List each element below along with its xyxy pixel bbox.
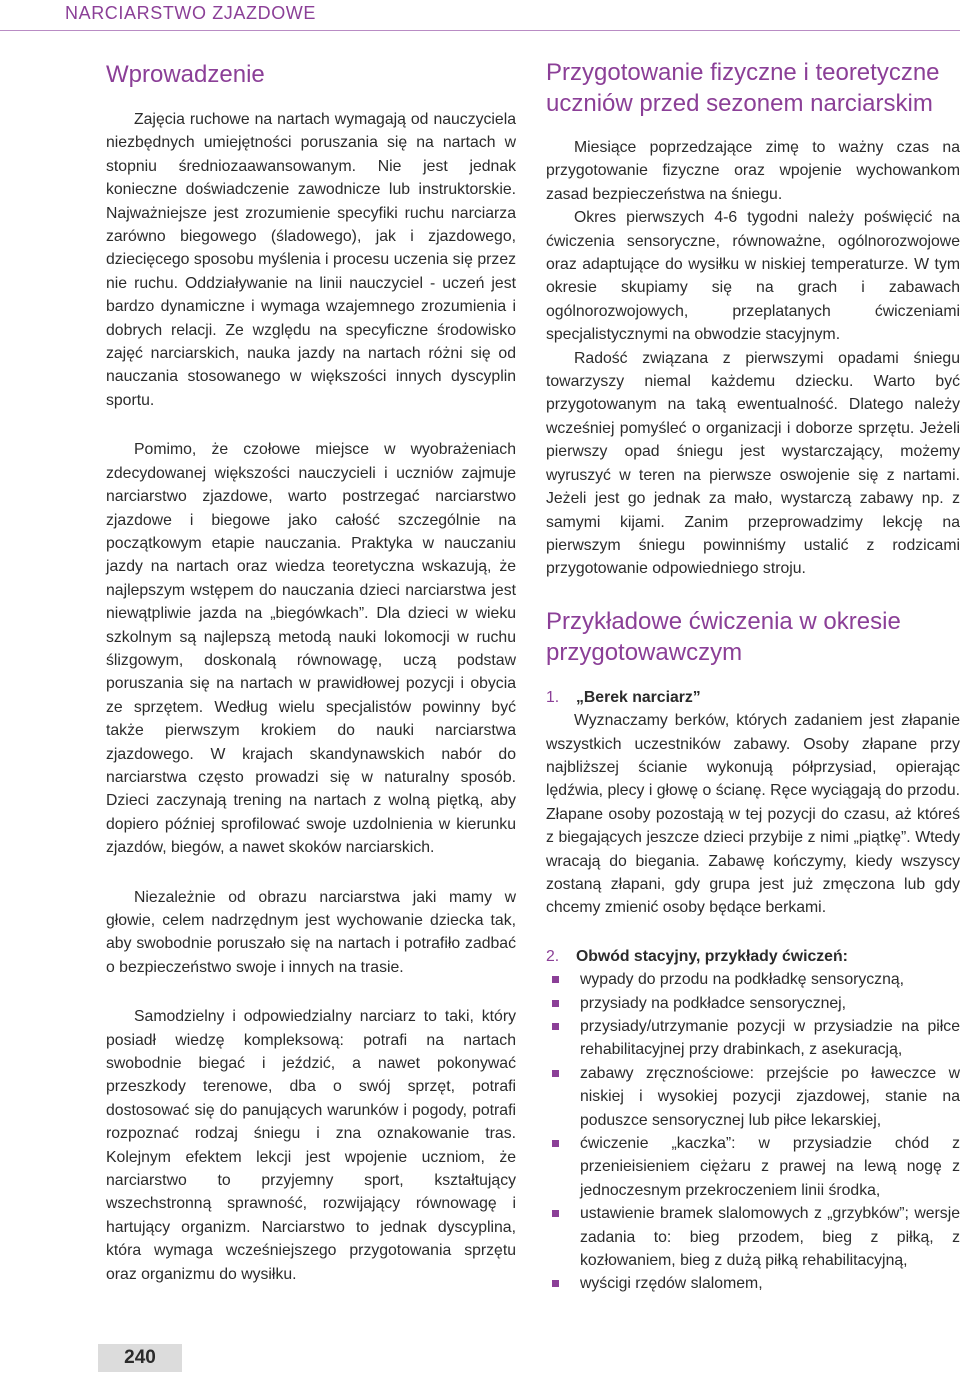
intro-paragraph-3: Niezależnie od obrazu narciarstwa jaki mamy w głowie, celem nadrzędnym jest wychowanie dziecka tak, aby swobodnie poruszało się na nartach i potrafiło zadbać o bezpieczeństwo swoje i innych na trasie. (106, 888, 516, 976)
intro-paragraph-1: Zajęcia ruchowe na nartach wymagają od nauczyciela niezbędnych umiejętności poruszania się na nartach w stopniu średniozaawansowanym. Nie jest jednak konieczne doświadczenie zawodnicze lub instruktorskie. Najważniejsze jest zrozumienie specyfiki ruchu narciarza zarówno biegowego (śladowego), jak i zjazdowego, dziecięcego sposobu myślenia i procesu uczenia się przez nie ruchu. Oddziaływanie na linii nauczyciel - uczeń jest bardzo dynamiczne i wymaga wzajemnego zrozumienia i dobrych relacji. Ze względu na specyficzne środowisko zajęć narciarskich, nauka jazdy na nartach różni się od nauczania stosowanego w większości innych dyscyplin sportu. (106, 111, 516, 409)
list-item (552, 1272, 960, 1295)
square-bullet-icon (552, 976, 559, 983)
exercise-1-number: 1. (546, 688, 560, 706)
square-bullet-icon (552, 1280, 559, 1287)
square-bullet-icon (552, 1140, 559, 1147)
list-item-text: przysiady/utrzymanie pozycji w przysiadzie na piłce rehabilitacyjnej przy drabinkach, z asekuracją, (580, 1018, 960, 1059)
exercise-1-title: „Berek narciarz” (576, 688, 701, 706)
exercise-2 (546, 945, 960, 1296)
list-item (552, 1132, 960, 1202)
prep-paragraph-1: Miesiące poprzedzające zimę to ważny czas na przygotowanie fizyczne oraz wpojenie wychowankom zasad bezpieczeństwa na śniegu. (546, 139, 960, 203)
prep-paragraph-2: Okres pierwszych 4-6 tygodni należy poświęcić na ćwiczenia sensoryczne, równoważne, ogólnorozwojowe oraz adaptujące do wysiłku w niskiej temperaturze. W tym okresie skupiamy się na grach i zabawach ogólnorozwojowych, przeplatanych ćwiczeniami specjalistycznymi na obwodzie stacyjnym. (546, 209, 960, 344)
list-item-text: przysiady na podkładce sensorycznej, (580, 994, 847, 1012)
header-rule (0, 30, 960, 31)
exercise-2-number: 2. (546, 947, 560, 965)
list-item-text: wyścigi rzędów slalomem, (580, 1275, 763, 1293)
square-bullet-icon (552, 1023, 559, 1030)
square-bullet-icon (552, 1210, 559, 1217)
right-column (546, 50, 960, 1296)
running-title: NARCIARSTWO ZJAZDOWE (65, 3, 316, 23)
intro-heading: Wprowadzenie (106, 61, 265, 88)
exercise-2-list (546, 968, 960, 1296)
prep-heading: Przygotowanie fizyczne i teoretyczne uczniów przed sezonem narciarskim (546, 59, 940, 117)
exercise-2-header (546, 945, 960, 968)
list-item (552, 1015, 960, 1062)
list-item (552, 968, 960, 991)
list-item-text: ustawienie bramek slalomowych z „grzybków”; wersje zadania to: bieg przodem, bieg z piłką, z kozłowaniem, bieg z dużą piłką rehabilitacyjną, (580, 1205, 960, 1270)
list-item (552, 1202, 960, 1272)
list-item (552, 992, 960, 1015)
left-column (106, 50, 516, 1286)
square-bullet-icon (552, 1000, 559, 1007)
list-item (552, 1062, 960, 1132)
list-item-text: ćwiczenie „kaczka”: w przysiadzie chód z przenieisieniem ciężaru z prawej na lewą nogę z jednoczesnym przekroczeniem linii środka, (580, 1135, 960, 1199)
exercise-1-text: Wyznaczamy berków, których zadaniem jest złapanie wszystkich uczestników zabawy. Osoby złapane przy najbliższej ścianie wykonują półprzysiad, opierając lędźwia, plecy i głowę o ścianę. Ręce wyciągają do przodu. Złapane osoby pozostają w tej pozycji do czasu, aż któreś z biegających jeszcze dzieci przybije z nimi „piątkę”. Wtedy wracają do biegania. Zabawę kończymy, kiedy wszyscy zostaną złapani, gdy grupa jest już zmęczona lub gdy chcemy zmienić osoby będące berkami. (546, 712, 960, 917)
prep-paragraph-3: Radość związana z pierwszymi opadami śniegu towarzyszy niemal każdemu dziecku. Warto być przygotowanym na taką ewentualność. Dlatego należy wcześniej pomyśleć o organizacji i doborze sprzętu. Jeżeli pierwszy opad śniegu jest wystarczający, możemy wyruszyć w teren na pierwsze oswojenie się z nartami. Jeżeli jest go jednak za mało, wystarczą zabawy np. z samymi kijami. Zanim przeprowadzimy lekcję na pierwszym śniegu powinniśmy ustalić z rodzicami przygotowanie odpowiedniego stroju. (546, 349, 960, 578)
intro-paragraph-2: Pomimo, że czołowe miejsce w wyobrażeniach zdecydowanej większości nauczycieli i uczniów zajmuje narciarstwo zjazdowe, warto postrzegać narciarstwo zjazdowe i biegowe jako całość szczególnie na początkowym etapie nauczania. Praktyka w nauczaniu jazdy na nartach oraz wiedza teoretyczna wskazują, że najlepszym wstępem do nauczania dzieci narciarstwa jest niewątpliwie jazda na „biegówkach”. Dla dzieci w wieku szkolnym są najlepszą metodą nauki lokomocji w ruchu ślizgowym, doskonalą równowagę, uczą podstaw poruszania się na nartach w prawidłowej pozycji i obycia ze sprzętem. Według wielu specjalistów powinny być także pierwszym krokiem do nauki narciarstwa zjazdowego. W krajach skandynawskich nabór do narciarstwa często prowadzi się w naturalny sposób. Dzieci zaczynają trening na nartach z wolną piętką, aby dopiero później sprofilować swoje uzdolnienia w kierunku zjazdów, biegów, a nawet skoków narciarskich. (106, 441, 516, 857)
list-item-text: wypady do przodu na podkładkę sensoryczną, (580, 971, 905, 989)
exercise-1 (546, 686, 960, 920)
square-bullet-icon (552, 1070, 559, 1077)
intro-paragraph-4: Samodzielny i odpowiedzialny narciarz to taki, który posiadł wiedzę kompleksową: potrafi na nartach swobodnie biegać i jeździć, a nawet pokonywać przeszkody terenowe, dba o swój sprzęt, potrafi dostosować się do panujących warunków i pogody, potrafi rozpoznać rodzaj śniegu i zna oznakowanie tras. Kolejnym efektem lekcji jest wpojenie uczniom, że narciarstwo to przyjemny sport, kształtujący wszechstronną sprawność, rozwijający równowagę i hartujący organizm. Narciarstwo to jednak dyscyplina, która wymaga wcześniejszego przygotowania sprzętu oraz organizmu do wysiłku. (106, 1008, 516, 1283)
page-number: 240 (98, 1344, 182, 1372)
exercise-1-header (546, 686, 960, 709)
exercise-2-title: Obwód stacyjny, przykłady ćwiczeń: (576, 947, 848, 965)
examples-heading: Przykładowe ćwiczenia w okresie przygotowawczym (546, 607, 901, 666)
list-item-text: zabawy zręcznościowe: przejście po ławeczce w niskiej i wysokiej pozycji zjazdowej, stanie na poduszce sensorycznej lub piłce lekarskiej, (580, 1064, 960, 1129)
